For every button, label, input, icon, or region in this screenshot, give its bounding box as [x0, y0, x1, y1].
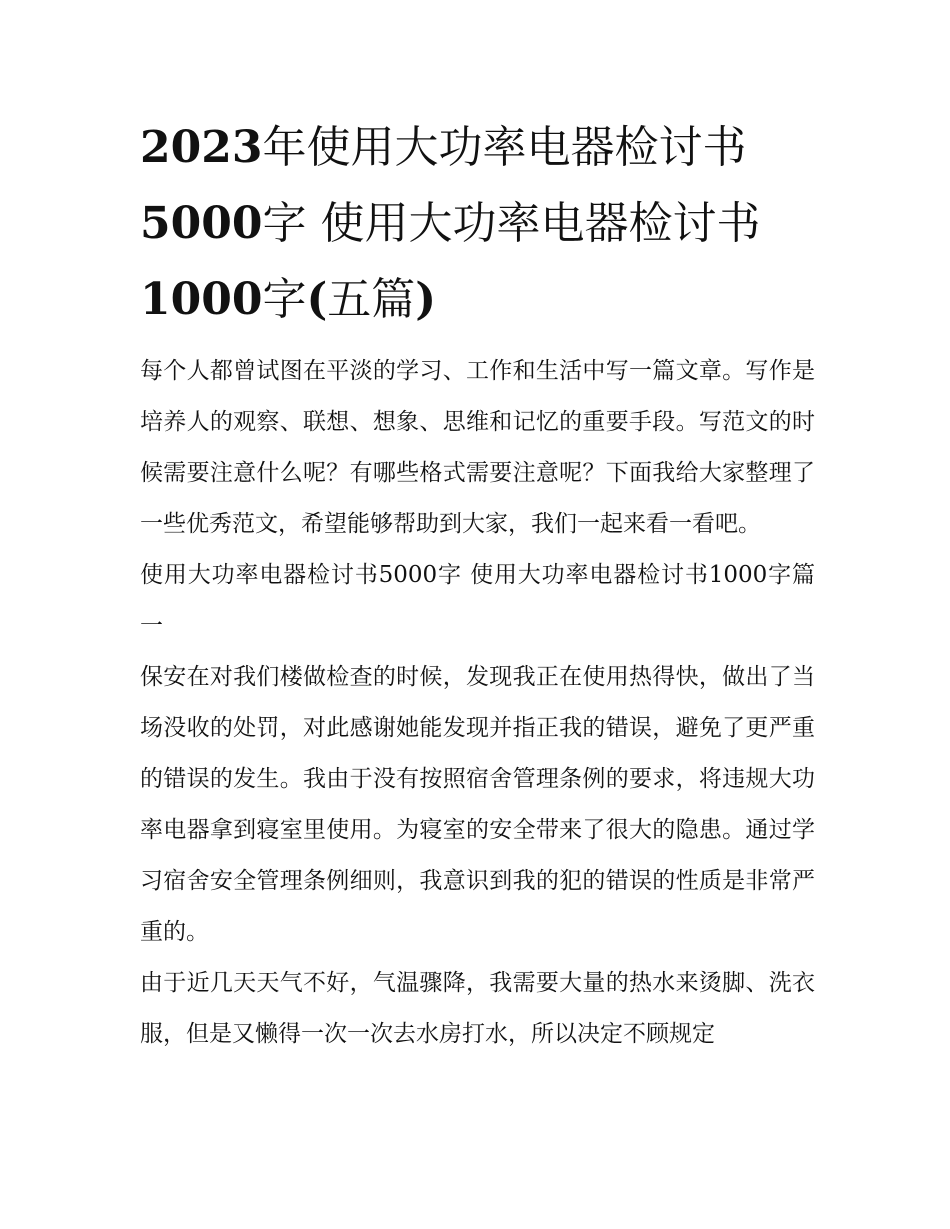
title-part: 5000	[140, 198, 263, 249]
title-part: )	[415, 274, 437, 325]
section-heading: 使用大功率电器检讨书5000字 使用大功率电器检讨书1000字篇一	[140, 562, 815, 639]
title-part: 字	[262, 274, 307, 325]
title-part: 字 使用大功率电器检讨书	[262, 198, 761, 249]
body-paragraph: 保安在对我们楼做检查的时候，发现我正在使用热得快，做出了当场没收的处罚，对此感谢她能发现并指正我的错误，避免了更严重的错误的发生。我由于没有按照宿舍管理条例的要求，将违规大功率电器拿到寝室里使用。为寝室的安全带来了很大的隐患。通过学习宿舍安全管理条例细则，我意识到我的犯的错误的性质是非常严重的。	[140, 664, 815, 945]
title-part: 2023	[140, 122, 263, 173]
title-part: 年使用大功率电器检讨书	[262, 122, 747, 173]
intro-paragraph: 每个人都曾试图在平淡的学习、工作和生活中写一篇文章。写作是培养人的观察、联想、想象、思维和记忆的重要手段。写范文的时候需要注意什么呢？有哪些格式需要注意呢？下面我给大家整理了一些优秀范文，希望能够帮助到大家，我们一起来看一看吧。	[140, 358, 815, 537]
title-part: 1000	[140, 274, 263, 325]
document-page	[140, 110, 815, 1060]
title-part: (	[306, 274, 328, 325]
title-part: 五篇	[327, 274, 416, 325]
body-paragraph: 由于近几天天气不好，气温骤降，我需要大量的热水来烫脚、洗衣服，但是又懒得一次一次去水房打水，所以决定不顾规定	[140, 970, 815, 1047]
document-title	[140, 110, 815, 338]
